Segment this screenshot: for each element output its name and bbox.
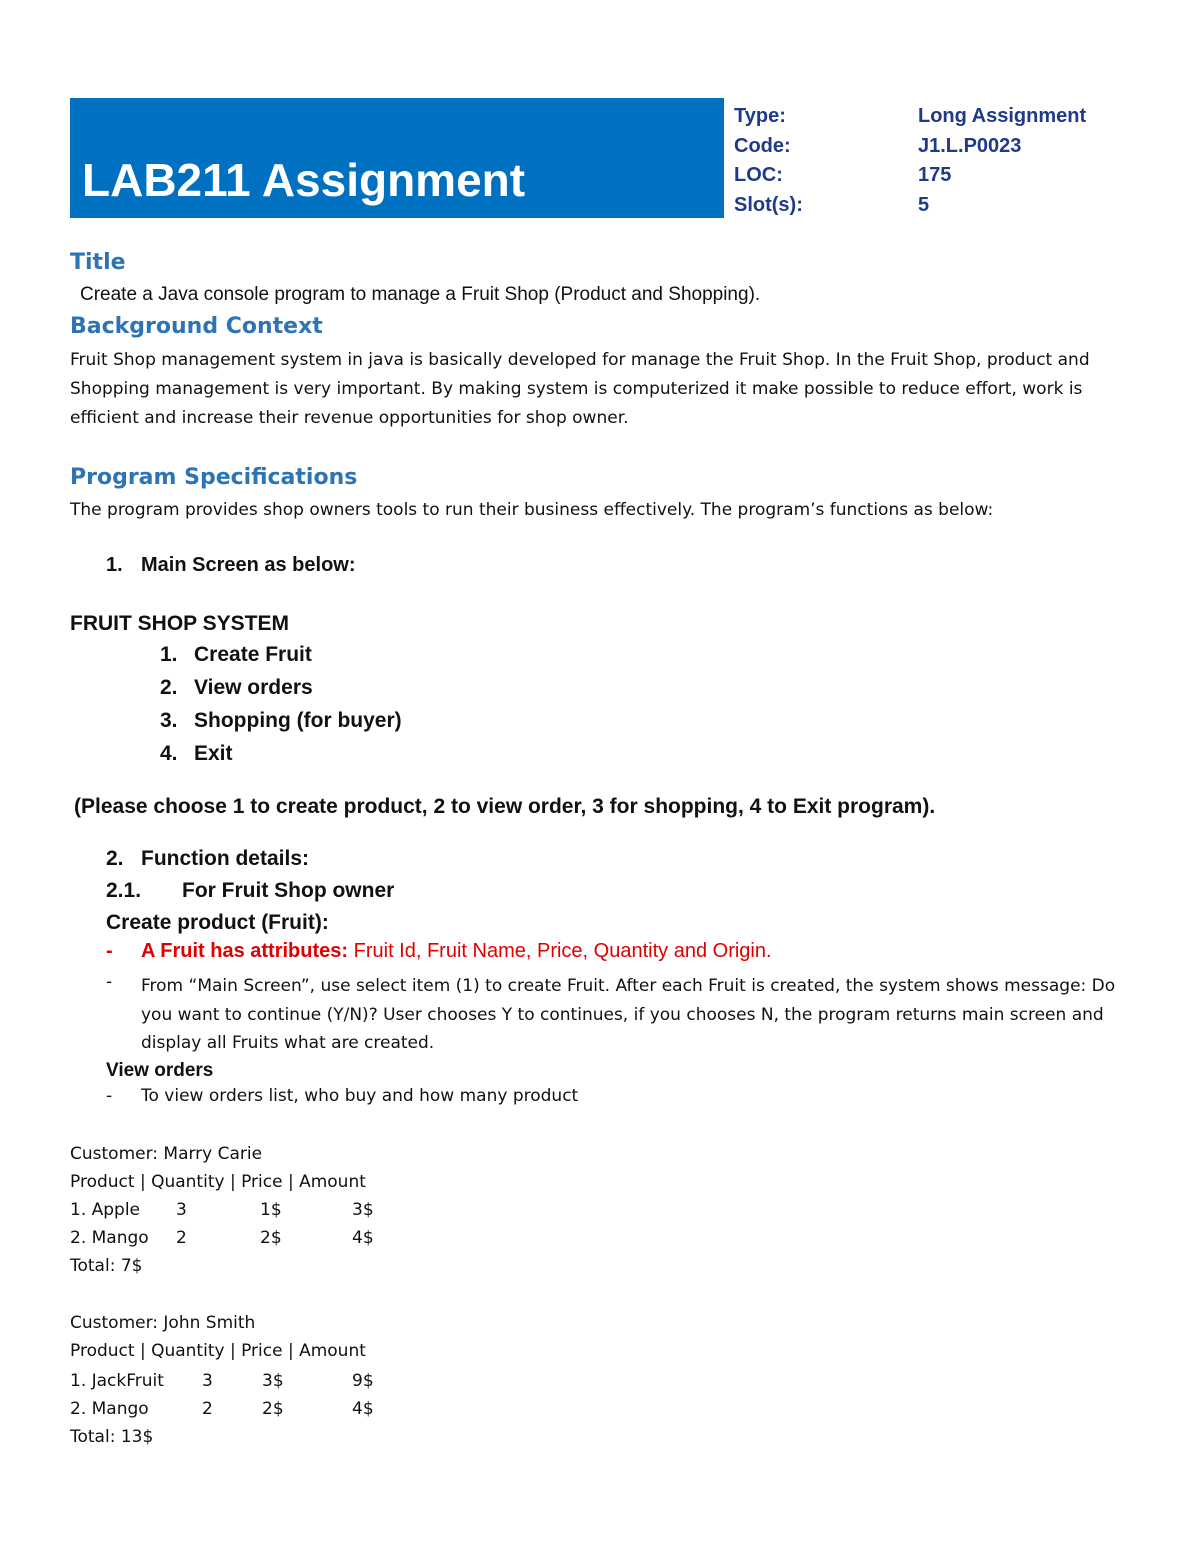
order-row-qty: 2 bbox=[202, 1399, 213, 1419]
order-row-product: 2. Mango bbox=[70, 1228, 149, 1248]
item1-text: Main Screen as below: bbox=[141, 554, 356, 576]
order-table-header: Product | Quantity | Price | Amount bbox=[70, 1341, 366, 1361]
order-customer: Customer: John Smith bbox=[70, 1313, 256, 1333]
order-total: Total: 7$ bbox=[70, 1256, 143, 1276]
order-total: Total: 13$ bbox=[70, 1427, 154, 1447]
meta-type-value: Long Assignment bbox=[918, 105, 1087, 127]
menu-item-shopping: Shopping (for buyer) bbox=[194, 709, 402, 732]
item1-number: 1. bbox=[106, 554, 123, 576]
meta-code-value: J1.L.P0023 bbox=[918, 135, 1022, 157]
background-heading: Background Context bbox=[70, 314, 323, 339]
view-orders-description: To view orders list, who buy and how many product bbox=[141, 1086, 579, 1106]
meta-slot-value: 5 bbox=[918, 194, 930, 216]
attributes-label: A Fruit has attributes: bbox=[141, 940, 349, 962]
spec-text: The program provides shop owners tools to run their business effectively. The program’s functions as below: bbox=[70, 500, 994, 520]
order-row-price: 3$ bbox=[262, 1371, 284, 1391]
attributes-list: Fruit Id, Fruit Name, Price, Quantity and Origin. bbox=[348, 940, 772, 962]
create-product-heading: Create product (Fruit): bbox=[106, 911, 329, 934]
order-row-amount: 3$ bbox=[352, 1200, 374, 1220]
item2-text: Function details: bbox=[141, 847, 309, 870]
order-row-amount: 9$ bbox=[352, 1371, 374, 1391]
page-title: LAB211 Assignment bbox=[82, 154, 526, 206]
order-row-amount: 4$ bbox=[352, 1399, 374, 1419]
view-orders-heading: View orders bbox=[106, 1060, 214, 1081]
order-row-product: 1. Apple bbox=[70, 1200, 141, 1220]
meta-code-label: Code: bbox=[734, 135, 791, 157]
spec-heading: Program Specifications bbox=[70, 465, 358, 490]
bullet-dash: - bbox=[106, 972, 113, 992]
menu-item-exit: Exit bbox=[194, 742, 233, 765]
subsection-number: 2.1. bbox=[106, 879, 142, 902]
order-row-product: 2. Mango bbox=[70, 1399, 149, 1419]
background-text: Fruit Shop management system in java is basically developed for manage the Fruit Shop. In the Fruit Shop, product and Shopping management is very important. By making system is computerized it make possible to reduce effort, work is efficient and increase their revenue opportunities for shop owner. bbox=[70, 350, 1090, 428]
title-text: Create a Java console program to manage a Fruit Shop (Product and Shopping). bbox=[80, 284, 761, 305]
item2-number: 2. bbox=[106, 847, 124, 870]
order-row-price: 2$ bbox=[260, 1228, 282, 1248]
order-row-price: 1$ bbox=[260, 1200, 282, 1220]
menu-number-1: 1. bbox=[160, 643, 178, 666]
system-title: FRUIT SHOP SYSTEM bbox=[70, 612, 289, 635]
menu-number-4: 4. bbox=[160, 742, 178, 765]
create-fruit-description: From “Main Screen”, use select item (1) to create Fruit. After each Fruit is created, the system shows message: Do you want to continue (Y/N)? User chooses Y to continues, if you chooses N, the program returns main screen and display all Fruits what are created. bbox=[141, 976, 1116, 1053]
order-row-price: 2$ bbox=[262, 1399, 284, 1419]
order-row-product: 1. JackFruit bbox=[70, 1371, 164, 1391]
order-customer: Customer: Marry Carie bbox=[70, 1144, 263, 1164]
order-row-qty: 3 bbox=[176, 1200, 187, 1220]
meta-slot-label: Slot(s): bbox=[734, 194, 803, 216]
menu-number-2: 2. bbox=[160, 676, 178, 699]
menu-item-view-orders: View orders bbox=[194, 676, 313, 699]
choose-instruction: (Please choose 1 to create product, 2 to view order, 3 for shopping, 4 to Exit program). bbox=[74, 795, 936, 818]
order-row-qty: 2 bbox=[176, 1228, 187, 1248]
meta-loc-label: LOC: bbox=[734, 164, 783, 186]
menu-item-create-fruit: Create Fruit bbox=[194, 643, 312, 666]
bullet-dash: - bbox=[106, 1086, 113, 1106]
bullet-dash: - bbox=[106, 940, 113, 962]
menu-number-3: 3. bbox=[160, 709, 178, 732]
meta-type-label: Type: bbox=[734, 105, 786, 127]
order-row-qty: 3 bbox=[202, 1371, 213, 1391]
order-row-amount: 4$ bbox=[352, 1228, 374, 1248]
title-heading: Title bbox=[70, 250, 126, 275]
subsection-title: For Fruit Shop owner bbox=[182, 879, 395, 902]
meta-loc-value: 175 bbox=[918, 164, 952, 186]
order-table-header: Product | Quantity | Price | Amount bbox=[70, 1172, 366, 1192]
